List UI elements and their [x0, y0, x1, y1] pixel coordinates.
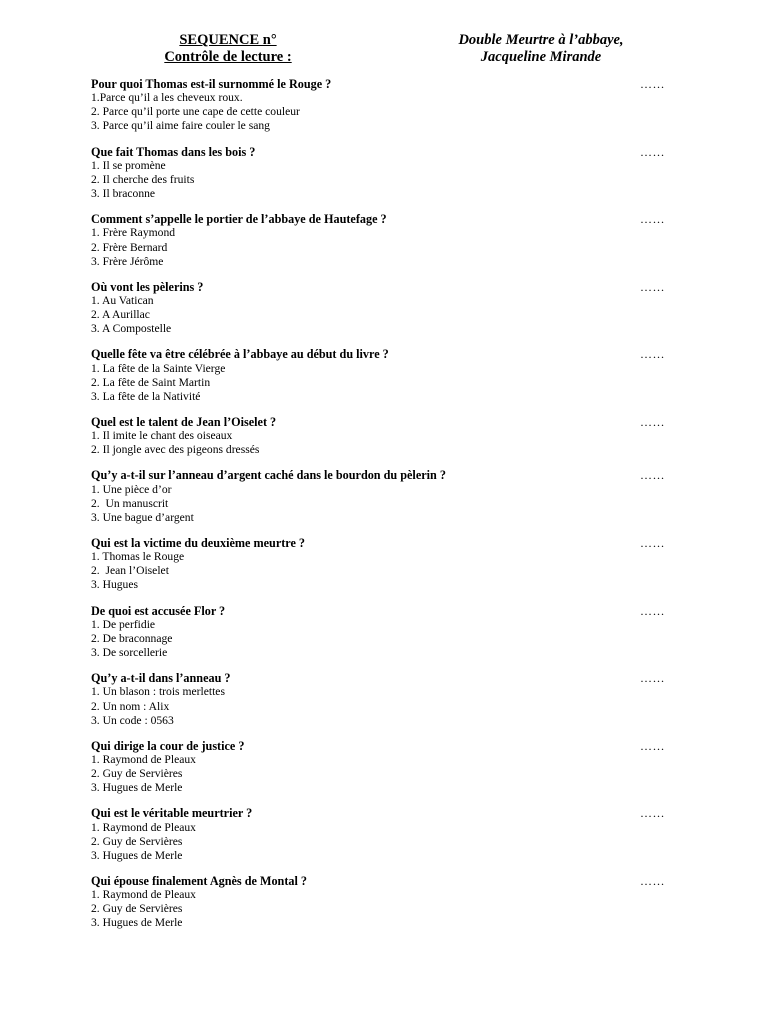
answer-option: 3. Un code : 0563	[91, 713, 174, 727]
answer-option: 1.Parce qu’il a les cheveux roux.	[91, 91, 243, 105]
question-block	[91, 604, 671, 672]
answer-option: 2. De braconnage	[91, 631, 173, 645]
answer-option: 1. Il se promène	[91, 158, 166, 172]
question-block	[91, 468, 671, 536]
header-left	[110, 32, 346, 66]
question-text: Qui est le véritable meurtrier ?	[91, 806, 253, 821]
answer-option: 3. Il braconne	[91, 187, 156, 201]
reading-test-heading: Contrôle de lecture :	[164, 49, 292, 65]
answer-option: 3. Hugues de Merle	[91, 848, 183, 862]
question-text: Qu’y a-t-il dans l’anneau ?	[91, 671, 231, 686]
question-text: Quelle fête va être célébrée à l’abbaye au début du livre ?	[91, 347, 389, 362]
question-block	[91, 280, 671, 348]
answer-option: 3. Hugues de Merle	[91, 781, 183, 795]
question-text: Qui épouse finalement Agnès de Montal ?	[91, 873, 307, 888]
answer-option: 2. Guy de Servières	[91, 902, 183, 916]
question-block	[91, 671, 671, 739]
answer-option: 2. A Aurillac	[91, 308, 150, 322]
answer-option: 3. Frère Jérôme	[91, 254, 164, 268]
question-block	[91, 536, 671, 604]
answer-placeholder: ……	[640, 279, 665, 294]
question-block	[91, 145, 671, 213]
question-block	[91, 806, 671, 874]
answer-option: 2. Guy de Servières	[91, 767, 183, 781]
answer-option: 1. De perfidie	[91, 617, 156, 631]
answer-option: 1. La fête de la Sainte Vierge	[91, 361, 226, 375]
question-text: Quel est le talent de Jean l’Oiselet ?	[91, 414, 277, 429]
answer-placeholder: ……	[640, 671, 665, 686]
question-block	[91, 415, 671, 468]
question-text: Où vont les pèlerins ?	[91, 279, 204, 294]
answer-option: 3. Hugues de Merle	[91, 916, 183, 930]
answer-option: 2. La fête de Saint Martin	[91, 375, 211, 389]
answer-placeholder: ……	[640, 414, 665, 429]
book-author: Jacqueline Mirande	[480, 49, 602, 65]
answer-option: 1. Une pièce d’or	[91, 482, 172, 496]
answer-option: 1. Un blason : trois merlettes	[91, 685, 225, 699]
question-block	[91, 77, 671, 145]
answer-placeholder: ……	[640, 77, 665, 91]
answer-option: 2. Un nom : Alix	[91, 699, 170, 713]
answer-option: 1. Raymond de Pleaux	[91, 888, 196, 902]
answer-option: 3. Une bague d’argent	[91, 510, 194, 524]
answer-option: 1. Il imite le chant des oiseaux	[91, 429, 233, 443]
answer-option: 3. Hugues	[91, 578, 139, 592]
answer-placeholder: ……	[640, 535, 665, 550]
book-title: Double Meurtre à l’abbaye,	[458, 32, 624, 48]
answer-option: 3. A Compostelle	[91, 322, 172, 336]
answer-option: 1. Au Vatican	[91, 294, 154, 308]
answer-option: 2. Il jongle avec des pigeons dressés	[91, 443, 260, 457]
question-block	[91, 739, 671, 807]
answer-placeholder: ……	[640, 603, 665, 618]
question-block	[91, 212, 671, 280]
answer-option: 2. Il cherche des fruits	[91, 172, 195, 186]
question-list	[91, 77, 671, 942]
answer-placeholder: ……	[640, 212, 665, 227]
question-block	[91, 347, 671, 415]
answer-option: 2. Guy de Servières	[91, 834, 183, 848]
question-text: Comment s’appelle le portier de l’abbaye de Hautefage ?	[91, 212, 387, 227]
answer-placeholder: ……	[640, 873, 665, 888]
answer-option: 2. Parce qu’il porte une cape de cette couleur	[91, 105, 300, 119]
question-text: De quoi est accusée Flor ?	[91, 603, 226, 618]
answer-option: 3. Parce qu’il aime faire couler le sang	[91, 119, 270, 133]
question-text: Que fait Thomas dans les bois ?	[91, 144, 256, 159]
header-right	[430, 32, 652, 66]
answer-placeholder: ……	[640, 738, 665, 753]
answer-option: 1. Raymond de Pleaux	[91, 753, 196, 767]
question-text: Pour quoi Thomas est-il surnommé le Rouge ?	[91, 77, 332, 91]
sequence-heading: SEQUENCE n°	[179, 32, 277, 48]
question-block	[91, 874, 671, 942]
answer-option: 1. Thomas le Rouge	[91, 550, 185, 564]
answer-option: 3. De sorcellerie	[91, 646, 168, 660]
answer-placeholder: ……	[640, 806, 665, 821]
answer-placeholder: ……	[640, 144, 665, 159]
answer-placeholder: ……	[640, 347, 665, 362]
question-text: Qu’y a-t-il sur l’anneau d’argent caché dans le bourdon du pèlerin ?	[91, 468, 446, 483]
answer-option: 1. Frère Raymond	[91, 226, 176, 240]
answer-placeholder: ……	[640, 468, 665, 483]
answer-option: 2. Frère Bernard	[91, 240, 168, 254]
answer-option: 1. Raymond de Pleaux	[91, 820, 196, 834]
answer-option: 2. Un manuscrit	[91, 496, 169, 510]
answer-option: 2. Jean l’Oiselet	[91, 564, 169, 578]
question-text: Qui est la victime du deuxième meurtre ?	[91, 535, 306, 550]
answer-option: 3. La fête de la Nativité	[91, 389, 201, 403]
question-text: Qui dirige la cour de justice ?	[91, 738, 245, 753]
